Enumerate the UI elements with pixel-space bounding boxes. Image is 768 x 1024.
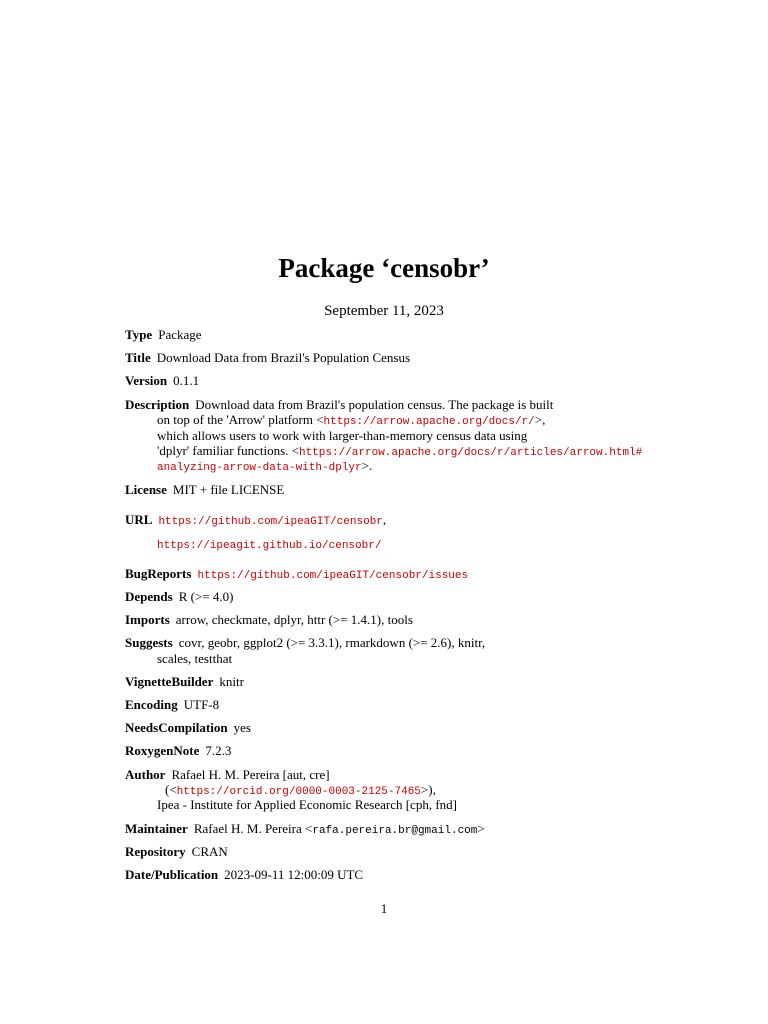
field-suggests-key: Suggests (125, 635, 173, 650)
field-datepublication-key: Date/Publication (125, 867, 219, 882)
field-roxygennote-value: 7.2.3 (205, 743, 232, 758)
field-vignettebuilder-value: knitr (219, 674, 244, 689)
field-roxygennote-key: RoxygenNote (125, 743, 200, 758)
pkgdown-site-link[interactable]: https://ipeagit.github.io/censobr/ (157, 540, 382, 552)
field-repository-value: CRAN (191, 844, 228, 859)
field-version (125, 373, 199, 389)
field-type-value: Package (158, 327, 202, 342)
field-encoding (125, 697, 219, 713)
maintainer-post: > (477, 821, 485, 836)
field-needscompilation (125, 720, 251, 736)
arrow-docs-link[interactable]: https://arrow.apache.org/docs/r/ (323, 416, 535, 428)
description-line-5 (157, 458, 372, 476)
field-imports-key: Imports (125, 612, 170, 627)
field-type (125, 327, 202, 343)
author-text: (< (165, 782, 177, 797)
description-text: 'dplyr' familiar functions. < (157, 443, 299, 458)
field-author (125, 767, 330, 783)
field-encoding-value: UTF-8 (183, 697, 220, 712)
arrow-dplyr-link-continued[interactable]: analyzing-arrow-data-with-dplyr (157, 462, 362, 474)
field-description (125, 397, 553, 413)
field-license-value: MIT + file LICENSE (172, 482, 285, 497)
field-title-key: Title (125, 350, 151, 365)
field-license-key: License (125, 482, 167, 497)
author-line-3: Ipea - Institute for Applied Economic Research [cph, fnd] (157, 797, 457, 812)
field-url-key: URL (125, 512, 153, 527)
field-imports-value: arrow, checkmate, dplyr, httr (>= 1.4.1), tools (175, 612, 413, 627)
url-separator: , (382, 512, 387, 527)
field-depends (125, 589, 233, 605)
bugreports-link[interactable]: https://github.com/ipeaGIT/censobr/issues (197, 570, 469, 582)
description-line-3: which allows users to work with larger-than-memory census data using (157, 428, 528, 443)
field-depends-value: R (>= 4.0) (178, 589, 234, 604)
field-suggests (125, 635, 485, 651)
field-roxygennote (125, 743, 231, 759)
author-line-1: Rafael H. M. Pereira [aut, cre] (171, 767, 330, 782)
package-date: September 11, 2023 (324, 303, 444, 319)
field-needscompilation-value: yes (233, 720, 251, 735)
field-version-key: Version (125, 373, 168, 388)
field-bugreports-key: BugReports (125, 566, 192, 581)
suggests-line-2: scales, testthat (157, 651, 233, 666)
package-title: Package ‘censobr’ (278, 253, 490, 283)
field-description-key: Description (125, 397, 190, 412)
page-number: 1 (380, 901, 388, 916)
field-encoding-key: Encoding (125, 697, 178, 712)
description-text: on top of the 'Arrow' platform < (157, 412, 324, 427)
field-needscompilation-key: NeedsCompilation (125, 720, 228, 735)
field-repository (125, 844, 228, 860)
description-line-1: Download data from Brazil's population census. The package is built (195, 397, 554, 412)
field-url (125, 512, 386, 530)
field-maintainer-key: Maintainer (125, 821, 188, 836)
field-version-value: 0.1.1 (173, 373, 200, 388)
field-imports (125, 612, 413, 628)
field-bugreports (125, 566, 468, 584)
field-repository-key: Repository (125, 844, 186, 859)
field-license (125, 482, 284, 498)
suggests-line-1: covr, geobr, ggplot2 (>= 3.3.1), rmarkdown (>= 2.6), knitr, (178, 635, 486, 650)
description-text: >. (361, 458, 373, 473)
field-title-value: Download Data from Brazil's Population Census (156, 350, 411, 365)
field-author-key: Author (125, 767, 166, 782)
description-text: >, (534, 412, 546, 427)
arrow-dplyr-link[interactable]: https://arrow.apache.org/docs/r/articles/arrow.html# (298, 447, 643, 459)
field-vignettebuilder (125, 674, 244, 690)
field-url-line-2 (157, 536, 381, 554)
maintainer-name: Rafael H. M. Pereira < (193, 821, 313, 836)
field-vignettebuilder-key: VignetteBuilder (125, 674, 214, 689)
field-type-key: Type (125, 327, 153, 342)
github-repo-link[interactable]: https://github.com/ipeaGIT/censobr (158, 516, 383, 528)
orcid-link[interactable]: https://orcid.org/0000-0003-2125-7465 (176, 786, 421, 798)
field-title (125, 350, 410, 366)
maintainer-email[interactable]: rafa.pereira.br@gmail.com (312, 825, 478, 837)
author-text: >), (420, 782, 436, 797)
field-datepublication (125, 867, 363, 883)
field-maintainer (125, 821, 485, 839)
field-depends-key: Depends (125, 589, 173, 604)
field-datepublication-value: 2023-09-11 12:00:09 UTC (224, 867, 364, 882)
